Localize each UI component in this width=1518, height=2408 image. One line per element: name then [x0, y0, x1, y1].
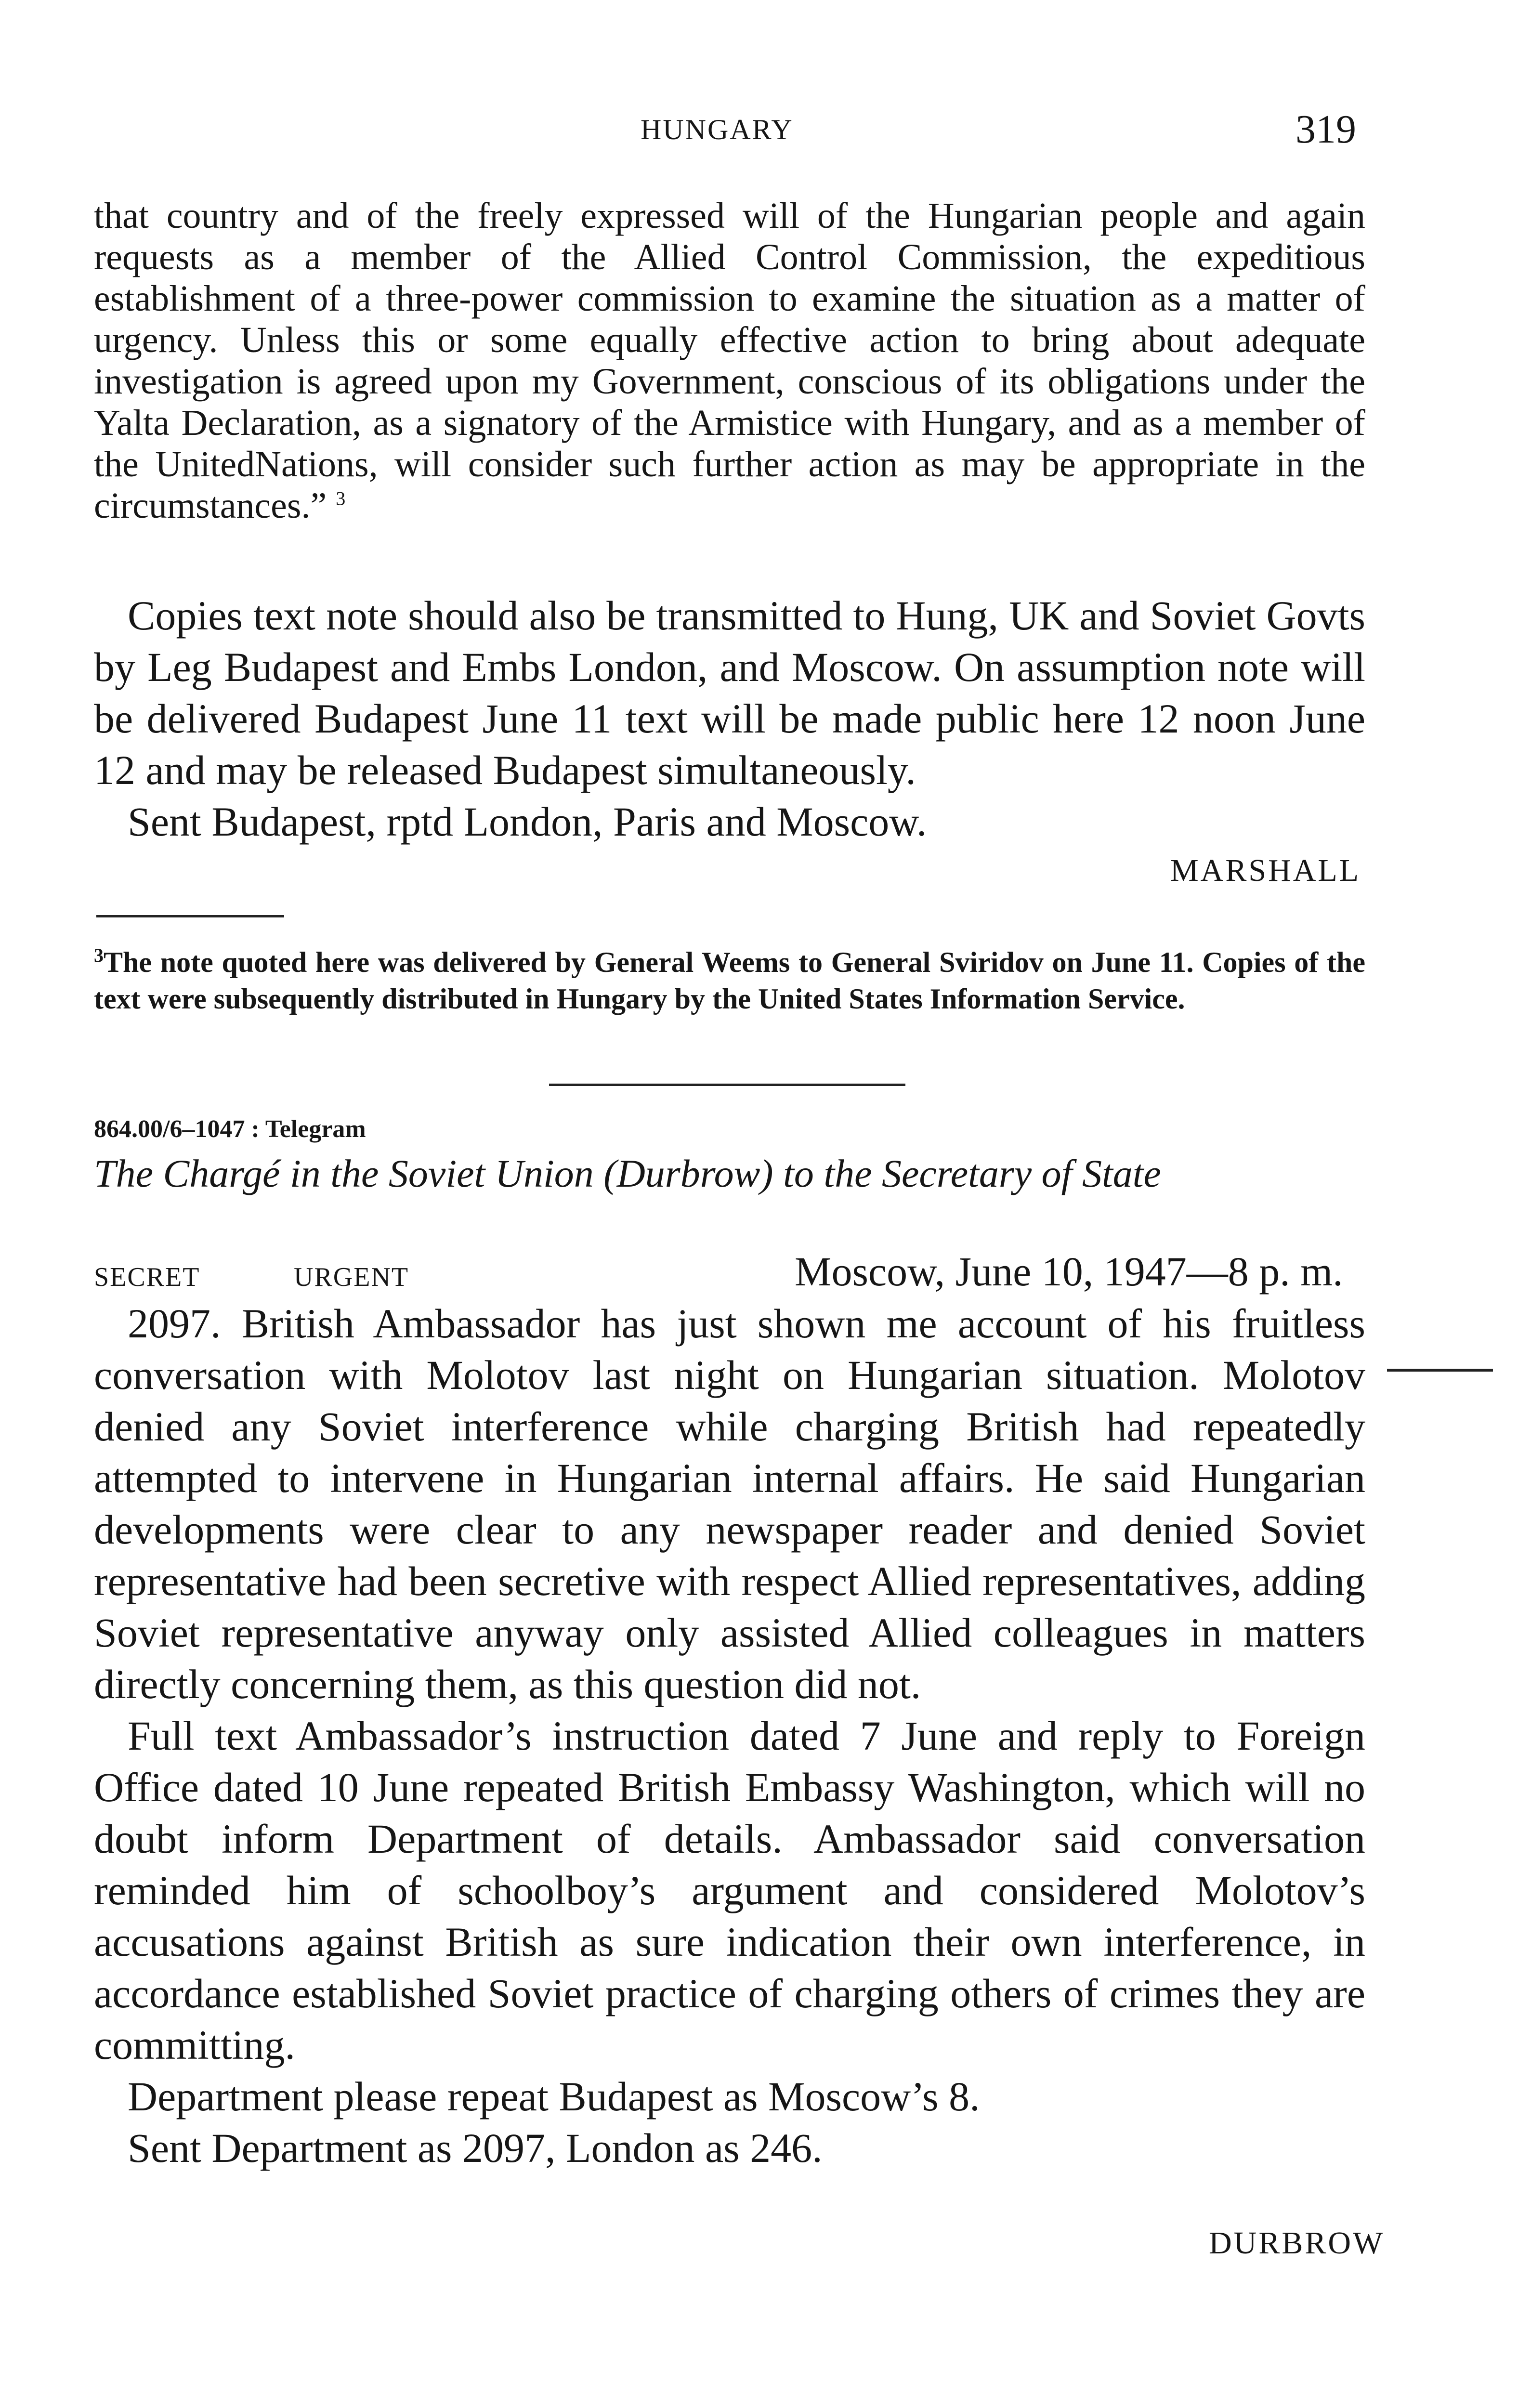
- document-title: The Chargé in the Soviet Union (Durbrow) to the Secretary of State: [94, 1152, 1161, 1195]
- page-number: 319: [1296, 107, 1356, 152]
- footnote: [94, 944, 1365, 1017]
- running-head: HUNGARY: [641, 114, 794, 145]
- paragraph: Department please repeat Budapest as Moscow’s 8.: [128, 2073, 980, 2120]
- classification-urgent: URGENT: [294, 1262, 409, 1292]
- paragraph: 2097. British Ambassador has just shown me account of his fruitless conversation with Molotov last night on Hungarian situation. Molotov denied any Soviet interference while charging British had repeatedly attempted to intervene in Hungarian internal affairs. He said Hungarian developments were clear to any newspaper reader and denied Soviet representative had been secretive with respect Allied representatives, adding Soviet representative anyway only assisted Allied colleagues in matters directly concerning them, as this question did not.: [94, 1300, 1365, 1707]
- quoted-note-continuation: [94, 195, 1365, 526]
- classification-secret: SECRET: [94, 1262, 200, 1292]
- section-divider: [549, 1084, 905, 1086]
- footnote-divider: [96, 915, 284, 917]
- margin-mark: [1387, 1369, 1493, 1372]
- file-reference: 864.00/6–1047 : Telegram: [94, 1115, 366, 1143]
- footnote-text: The note quoted here was delivered by General Weems to General Sviridov on June 11. Copies of the text were subsequently distributed in Hungary by the United States Information Service.: [94, 946, 1365, 1015]
- signature-durbrow: DURBROW: [1209, 2225, 1385, 2261]
- paragraph: Sent Budapest, rptd London, Paris and Moscow.: [128, 798, 927, 845]
- paragraph: Full text Ambassador’s instruction dated 7 June and reply to Foreign Office dated 10 June repeated British Embassy Washington, which will no doubt inform Department of details. Ambassador said conversation reminded him of schoolboy’s argument and considered Molotov’s accusations against British as sure indication their own interference, in accordance established Soviet practice of charging others of crimes they are committing.: [94, 1713, 1365, 2068]
- footnote-reference: 3: [336, 487, 346, 510]
- paragraph: Sent Department as 2097, London as 246.: [128, 2125, 823, 2171]
- paragraph: Copies text note should also be transmitted to Hung, UK and Soviet Govts by Leg Budapest and Embs London, and Moscow. On assumption note will be delivered Budapest June 11 text will be made public here 12 noon June 12 and may be released Budapest simultaneously.: [94, 592, 1365, 793]
- dateline: Moscow, June 10, 1947—8 p. m.: [795, 1248, 1343, 1295]
- first-message-body: [94, 590, 1365, 848]
- footnote-marker: 3: [94, 944, 104, 966]
- signature-marshall: MARSHALL: [1170, 853, 1361, 888]
- quoted-note-text: that country and of the freely expressed will of the Hungarian people and again requests as a member of the Allied Control Commission, the expeditious establishment of a three-power commission to examine the situation as a matter of urgency. Unless this or some equally effective action to bring about adequate investigation is agreed upon my Government, conscious of its obligations under the Yalta Declaration, as a signatory of the Armistice with Hungary, and as a member of the UnitedNations, will consider such further action as may be appropriate in the circumstances.”: [94, 196, 1365, 526]
- second-message-body: [94, 1298, 1365, 2174]
